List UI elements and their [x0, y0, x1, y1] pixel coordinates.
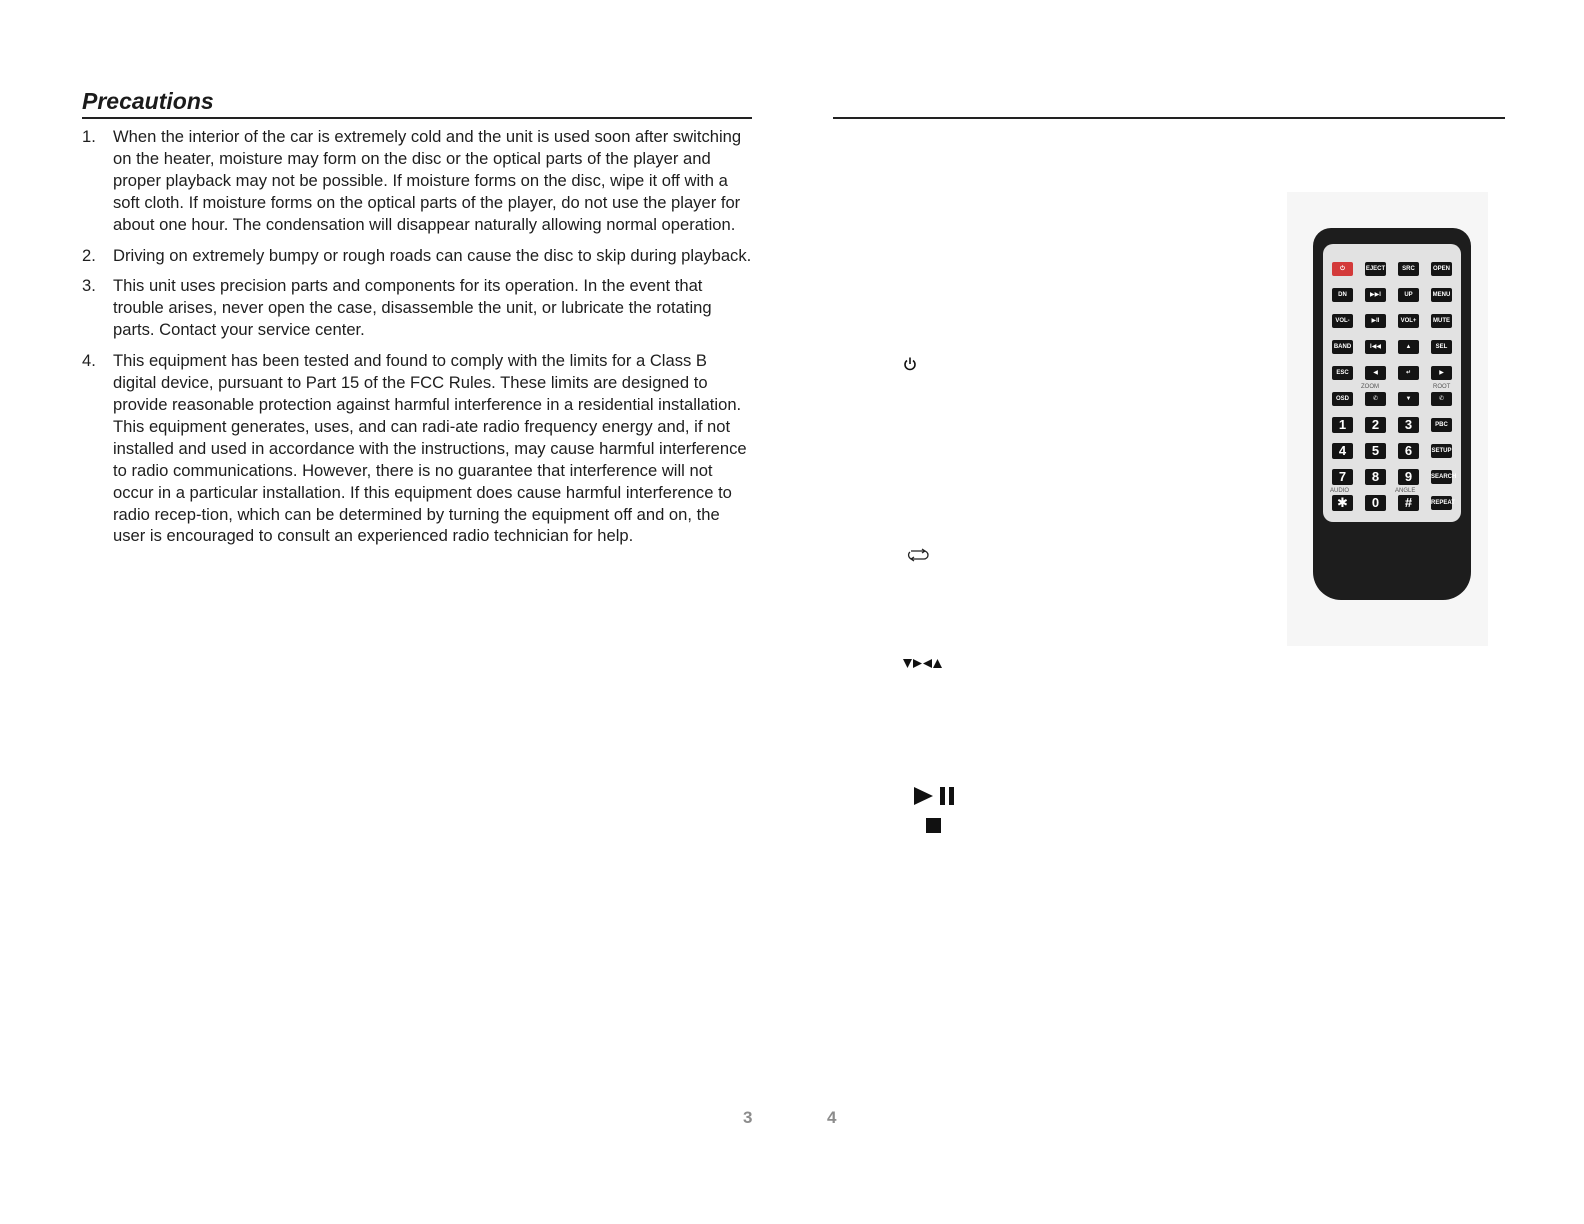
page-number-right: 4 [827, 1108, 837, 1127]
remote-key: # [1398, 495, 1419, 511]
play-pause-icon [913, 785, 957, 807]
remote-key: PBC [1431, 418, 1452, 432]
remote-key: ▶II [1365, 314, 1386, 328]
repeat-icon [906, 548, 930, 562]
remote-key-label: ROOT [1433, 384, 1451, 390]
power-icon [903, 356, 917, 372]
precautions-list [82, 126, 754, 556]
remote-key: I◀◀ [1365, 340, 1386, 354]
remote-key: ▼ [1398, 392, 1419, 406]
remote-key-label: ANGLE [1395, 488, 1416, 494]
remote-key: BAND [1332, 340, 1353, 354]
page-title: Precautions [82, 88, 214, 114]
remote-key: 8 [1365, 469, 1386, 485]
remote-key: 6 [1398, 443, 1419, 459]
remote-key: VOL- [1332, 314, 1353, 328]
remote-key: OPEN [1431, 262, 1452, 276]
remote-key: 9 [1398, 469, 1419, 485]
remote-key: SEARCH [1431, 470, 1452, 484]
list-item: 3. This unit uses precision parts and components for its operation. In the event that trouble arises, never open the case, disassemble the unit, or lubricate the rotating parts. Contact your service center. [82, 276, 712, 340]
remote-key: 1 [1332, 417, 1353, 433]
remote-key: ◀ [1365, 366, 1386, 380]
remote-key: 2 [1365, 417, 1386, 433]
remote-key: EJECT [1365, 262, 1386, 276]
remote-key: ↵ [1398, 366, 1419, 380]
remote-key-label: ZOOM [1361, 384, 1379, 390]
remote-key: REPEAT [1431, 496, 1452, 510]
list-item: 2. Driving on extremely bumpy or rough roads can cause the disc to skip during playback. [82, 245, 752, 265]
remote-key: 7 [1332, 469, 1353, 485]
remote-key: ✱ [1332, 495, 1353, 511]
remote-key: MUTE [1431, 314, 1452, 328]
remote-key: MENU [1431, 288, 1452, 302]
remote-key: ▶ [1431, 366, 1452, 380]
remote-key: 0 [1365, 495, 1386, 511]
remote-key: ▲ [1398, 340, 1419, 354]
remote-key: ⏻ [1332, 262, 1353, 276]
direction-arrows-icon [903, 658, 945, 669]
remote-key: OSD [1332, 392, 1353, 406]
list-item: 4. This equipment has been tested and found to comply with the limits for a Class B digital device, pursuant to Part 15 of the FCC Rules. These limits are designed to provide reasonable protection against harmful interference in a residential installation. This equipment generates, uses, and can radi-ate radio frequency energy and, if not installed and used in accordance with the instructions, may cause harmful interference to radio communications. However, there is no guarantee that interference will not occur in a particular installation. If this equipment does cause harmful interference to radio recep-tion, which can be determined by turning the equipment off and on, the user is encouraged to consult an experienced radio technician for help. [82, 351, 747, 546]
remote-key: 4 [1332, 443, 1353, 459]
remote-key: DN [1332, 288, 1353, 302]
remote-key: 3 [1398, 417, 1419, 433]
remote-key: ▶▶I [1365, 288, 1386, 302]
remote-key: ✆ [1365, 392, 1386, 406]
page-number-left: 3 [743, 1108, 753, 1127]
remote-key: SETUP [1431, 444, 1452, 458]
title-rule-left [82, 117, 752, 119]
remote-key: VOL+ [1398, 314, 1419, 328]
remote-key: ✆ [1431, 392, 1452, 406]
remote-key-label: AUDIO [1330, 488, 1350, 494]
remote-key: 5 [1365, 443, 1386, 459]
remote-key: UP [1398, 288, 1419, 302]
remote-key: ESC [1332, 366, 1353, 380]
stop-icon [926, 818, 941, 833]
list-item: 1. When the interior of the car is extremely cold and the unit is used soon after switching on the heater, moisture may form on the disc or the optical parts of the player and proper playback may not be possible. If moisture forms on the disc, wipe it off with a soft cloth. If moisture forms on the optical parts of the player, do not use the player for about one hour. The condensation will disappear naturally allowing normal operation. [82, 127, 742, 234]
remote-key: SRC [1398, 262, 1419, 276]
remote-control [1313, 228, 1471, 600]
title-rule-right [833, 117, 1505, 119]
remote-key: SEL [1431, 340, 1452, 354]
